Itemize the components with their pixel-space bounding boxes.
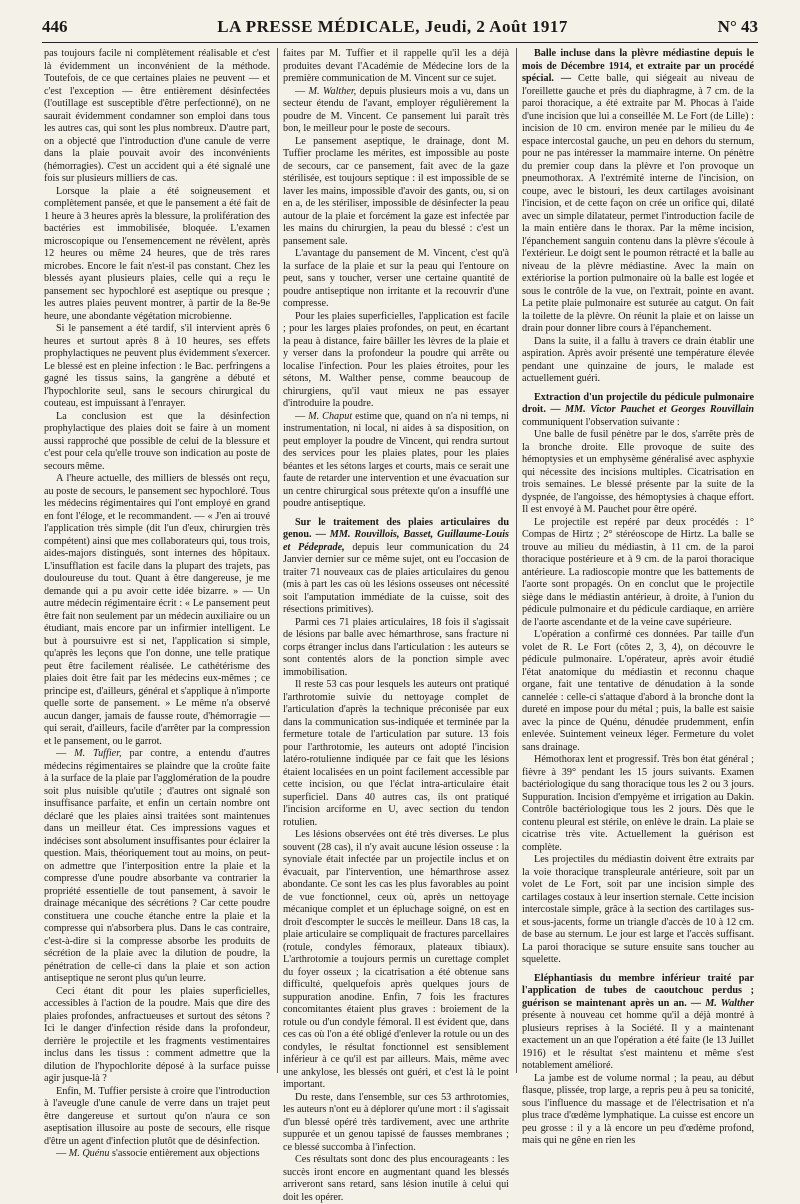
speaker-name: M. Chaput: [308, 410, 353, 422]
section-heading: [522, 48, 754, 336]
paragraph: L'opération a confirmé ces données. Par taille d'un volet de R. Le Fort (côtes 2, 3, 4), on découvre le pédicule pulmonaire. L'opérateur, après avoir étudié l'état anatomique du médiastin et reconnu chaque organe, fait une tentative de dénudation à la sonde cannelée : celle-ci s'attaque d'abord à la bronche dont la dureté en impose pour du métal ; puis, la balle est saisie avec la pince de Quénu, dénudée prudemment, enfin enlevée. Suintement veineux léger. Fermeture du volet sans drainage.: [522, 629, 754, 753]
paragraph: Dans la suite, il a fallu à travers ce drain établir une aspiration. Après avoir présenté une température élevée pendant une quinzaine de jours, le malade est actuellement guéri.: [522, 335, 754, 384]
section-title: Eléphantiasis du membre inférieur traité par l'application de tubes de caoutchouc perdus ; guérison se maintenant après un an. —: [522, 972, 754, 1009]
paragraph: — M. Tuffier, par contre, a entendu d'autres médecins régimentaires se plaindre que la croûte faite à la surface de la plaie par l'agglomération de la poudre soit plus nuisible qu'utile ; d'autres ont signalé son insuffisance parfaite, et enfin un certain nombre ont déclaré que les plaies ainsi traitées sont maintenues dans un meilleur état. Ces impressions vagues et indécises sont absolument insuffisantes pour éclairer la question. Mais, théoriquement tout au moins, on peut-on admettre que l'interposition entre la plaie et la compresse d'une poudre absorbante va contrarier la propriété essentielle de tout pansement, à savoir le drainage mécanique des sécrétions ? Car cette poudre constituera une couche étanche entre la plaie et la compresse qui n'absorbera plus. Dans le cas contraire, c'est-à-dire si la compresse absorbe les produits de sécrétion de la plaie avec la dilution de poudre, la pénétration de celle-ci dans la plaie et son action antiseptique ne seront plus qu'un leurre.: [44, 748, 271, 984]
paragraph: — M. Chaput estime que, quand on n'a ni temps, ni instrumentation, ni local, ni aides à sa disposition, on peut employer la poudre de Vincent, qui rendra surtout des services pour les plaies plates, pour les plaies béantes et les sétons larges et courts, mais ce serait une faute de retarder une intervention et une évacuation sur un centre chirurgical sous prétexte qu'on a insufflé une poudre antiseptique.: [283, 410, 509, 509]
paragraph: faites par M. Tuffier et il rappelle qu'il les a déjà produites devant l'Académie de Médecine lors de la première communication de M. Vincent sur ce sujet.: [283, 48, 509, 84]
authors: M. Walther: [705, 997, 754, 1009]
paragraph: Parmi ces 71 plaies articulaires, 18 fois il s'agissait de lésions par balle avec hémarthrose, sans fracture ni corps étranger inclus dans l'articulation : les auteurs se sont contentés alors de la ponction simple avec immobilisation.: [283, 616, 509, 678]
paragraph: Ceci étant dit pour les plaies superficielles, accessibles à l'action de la poudre. Mais que dire des plaies profondes, anfractueuses et surtout des sétons ? Ici le danger d'infection réside dans la profondeur, derrière le projectile et les fragments vestimentaires inclus dans les tissus : comment admettre que la dilution de l'hypochlorite déposé à la surface puisse agir jusque-là ?: [44, 985, 270, 1084]
column-3: [522, 48, 755, 1146]
paragraph: Les projectiles du médiastin doivent être extraits par la voie thoracique transpleurale antérieure, soit par un volet de Le Fort, soit par une incision simple des cartilages costaux à leur insertion sternale. Cette incision intercostale simple, grâce à la section des cartilages sus- et sous-jacents, forme un triangle d'accès de 10 à 12 cm. de base au sternum. Le jour est large et l'accès suffisant. La paroi thoracique se suture ensuite sans toucher au squelette.: [522, 854, 754, 965]
section-title: Balle incluse dans la plèvre médiastine depuis le mois de Décembre 1914, et extraite par un procédé spécial. —: [522, 48, 754, 84]
section-text: Cette balle, qui siégeait au niveau de l'oreillette gauche et près du diaphragme, à 7 cm. de la paroi thoracique, a été extraite par M. Phocas à l'aide d'une incision que lui a conseillée M. Le Fort (de Lille) : incision de 10 cm. environ menée par le milieu du 4e espace intercostal gauche, un peu en dehors du sternum, pour ne pas intéresser la mammaire interne. On pénètre du premier coup dans la plèvre et l'on provoque un pneumothorax. A l'extrémité interne de l'incision, on coupe, avec le bistouri, les deux cartilages avoisinant l'incision, et de cette façon on crée un orifice qui, dilaté avec un simple dilatateur, permet l'introduction facile de la main entière dans le thorax. Par la même incision, l'épanchement sanguin contenu dans la plèvre s'écoule à l'extérieur. Le doigt sent le poumon rétracté et la balle au niveau de la plèvre médiastine. Avec la main on extériorise la portion pulmonaire où la balle est logée et sous le contrôle de la vue, on l'extrait, pointe en avant. La petite plaie pulmonaire est suturée au catgut. On fait la toilette de la plèvre. On réunit la plaie et on laisse un drain pour donner libre cours à l'épanchement.: [522, 73, 754, 334]
paragraph-text: depuis plusieurs mois a vu, dans un secteur étendu de l'avant, employer régulièrement la poudre de M. Vincent. Ce pansement lui paraît très bon, le meilleur pour le poste de secours.: [283, 85, 510, 134]
section-heading: [522, 392, 754, 430]
paragraph: La conclusion est que la désinfection prophylactique des plaies doit se faire à un moment aussi rapproché que possible de celui de la blessure et c'est pour cela qu'elle trouve son indication au poste de secours même.: [44, 410, 270, 472]
speaker-name: M. Walther,: [308, 85, 357, 97]
section-text: depuis leur communication du 24 Janvier dernier sur ce même sujet, ont eu l'occasion de traiter 71 nouveaux cas de plaies articulaires du genou (mis à part les cas où les lésions osseuses ont nécessité soit l'amputation immédiate de la cuisse, soit des résections primitives).: [283, 541, 510, 615]
section-heading: [522, 973, 754, 1073]
page-header: [42, 14, 758, 40]
paragraph: Il reste 53 cas pour lesquels les auteurs ont pratiqué l'arthrotomie suivie du nettoyage complet de l'articulation d'après la technique préconisée par eux dans la communication sus-indiquée et terminée par la fermeture totale de l'articulation par suture. 13 fois pour l'arthrotomie, les auteurs ont adopté l'incision latéro-rotulienne indiquée par ce fait que les lésions étaient localisées en un point facilement accessible par cette incision, ou que l'éclat intra-articulaire était superficiel. Dans 40 autres cas, ils ont pratiqué l'incision arciforme en U, avec section du tendon rotulien.: [283, 679, 509, 828]
paragraph: pas toujours facile ni complètement réalisable et c'est là évidemment un inconvénient de la méthode. Toutefois, de ce que certaines plaies ne peuvent — et c'est l'exception — être entièrement désinfectées (l'outillage est susceptible d'être perfectionné), on ne saurait évidemment condamner son emploi dans tous les autres cas, qui sont les plus nombreux. D'autre part, on a objecté que l'introduction d'une canule de verre dans la plaie pouvait avoir des inconvénients (hémorragies). C'est un accident qui a été signalé une fois sur plusieurs milliers de cas.: [44, 48, 270, 184]
paragraph: Le pansement aseptique, le drainage, dont M. Tuffier proclame les mérites, est impossible au poste de secours, car ce pansement, fait avec de la gaze stérilisée, est toujours septique : il est impossible de se laver les mains, impossible d'avoir des gants, ou, si on en a, de les stériliser, impossible de désinfecter la peau autour de la plaie et forcément la gaze est infectée par les mains du chirurgien, la peau du blessé : c'est un pansement sale.: [283, 135, 509, 247]
section-text: présente à nouveau cet homme qu'il a déjà montré à plusieurs reprises à la Société. Il y a maintenant exactement un an que l'opération a été faite (le 13 Juillet 1916) et le résultat s'est maintenu et même s'est notablement amélioré.: [522, 1010, 754, 1071]
paragraph: Enfin, M. Tuffier persiste à croire que l'introduction à l'aveugle d'une canule de verre dans un trajet peut être dangereuse et surtout qu'on n'aura ce son aseptisation illusoire au poste de secours, elle risque d'être un agent d'infection plutôt que de désinfection.: [44, 1085, 270, 1147]
section-heading: [283, 517, 509, 617]
section-title: Sur le traitement des plaies articulaires du genou. —: [283, 516, 509, 540]
issue-number: N° 43: [717, 17, 758, 36]
header-rule: [42, 42, 758, 43]
paragraph-text: par contre, a entendu d'autres médecins régimentaires se plaindre que la croûte faite à la surface de la plaie par l'agglomération de la poudre soit plus nuisible qu'utile ; d'autres ont signalé son insuffisance parfaite, et enfin un certain nombre ont déclaré que les plaies ainsi traitées sont maintenues dans un meilleur état. Ces impressions vagues et indécises sont absolument insuffisantes pour éclairer la question. Mais, théoriquement tout au moins, on peut-on admettre que l'interposition entre la plaie et la compresse d'une poudre absorbante va contrarier la propriété essentielle de tout pansement, à savoir le drainage mécanique des sécrétions ? Car cette poudre constituera une couche étanche entre la plaie et la compresse qui n'absorbera plus. Dans le cas contraire, c'est-à-dire si la compresse absorbe les produits de sécrétion de la plaie avec la dilution de poudre, la pénétration de celle-ci dans la plaie et son action antiseptique ne seront plus qu'un leurre.: [44, 748, 271, 984]
journal-title: LA PRESSE MÉDICALE,: [217, 17, 420, 36]
paragraph: — M. Quénu s'associe entièrement aux objections: [56, 1148, 260, 1159]
column-divider: [277, 48, 278, 1073]
column-divider: [516, 48, 517, 1073]
section-text: communiquent l'observation suivante :: [522, 416, 680, 428]
journal-title-line: [217, 17, 568, 37]
paragraph: Du reste, dans l'ensemble, sur ces 53 arthrotomies, les auteurs n'ont eu à déplorer qu'une mort : il s'agissait d'un blessé opéré très tardivement, avec une arthrite suppurée et un genou tapissé de fausses membranes ; ce blessé succomba à l'infection.: [283, 1091, 509, 1153]
speaker-name: M. Quénu: [68, 1148, 110, 1159]
paragraph: L'avantage du pansement de M. Vincent, c'est qu'à la surface de la plaie et sur la peau qui l'entoure on peut, sans y toucher, verser une certaine quantité de poudre antiseptique non irritante et la recouvrir d'une compresse.: [283, 248, 509, 309]
paragraph: — M. Walther, depuis plusieurs mois a vu, dans un secteur étendu de l'avant, employer régulièrement la poudre de M. Vincent. Ce pansement lui paraît très bon, le meilleur pour le poste de secours.: [283, 85, 510, 134]
paragraph: Hémothorax lent et progressif. Très bon état général ; fièvre à 39° pendant les 15 jours suivants. Examen bactériologique du sang thoracique tous les 2 ou 3 jours. Suppuration. Incision d'empyème et irrigation au Dakin. Contrôle bactériologique tous les 2 jours. Dès que le contenu pleural est stérile, on enlève le drain. La plaie se cicatrise très vite. Actuellement la guérison est complète.: [522, 754, 754, 853]
section-title: Extraction d'un projectile du pédicule pulmonaire droit. —: [522, 391, 754, 415]
paragraph: Pour les plaies superficielles, l'application est facile ; pour les larges plaies profondes, on peut, en écartant la peau à distance, faire bâiller les lèvres de la plaie et y verser dans la profondeur la poudre qui arrête ou localise l'infection. Pour les plaies étroites, pour les sétons, M. Walther pense, comme beaucoup de chirurgiens, qu'il vaut mieux ne pas essayer d'introduire la poudre.: [283, 310, 509, 409]
paragraph-text: estime que, quand on n'a ni temps, ni instrumentation, ni local, ni aides à sa disposition, on peut employer la poudre de Vincent, qui rendra surtout des services pour les plaies plates, pour les plaies béantes et les sétons larges et courts, mais ce serait une faute de retarder une intervention et une évacuation sur un centre chirurgical sous prétexte qu'on a insufflé une poudre antiseptique.: [283, 410, 509, 509]
paragraph: Le projectile est repéré par deux procédés : 1° Compas de Hirtz ; 2° stéréoscope de Hirtz. La balle se trouve au milieu du médiastin, à 11 cm. de la paroi thoracique postérieure et à 9 cm. de la paroi thoracique antérieure. La radioscopie montre que les battements de l'aorte sont propagés. On en conclut que le projectile siège dans le médiastin antérieur, à droite, à l'union du pédicule pulmonaire et du pédicule cardiaque, en arrière de l'aorte ascendante et de la veine cave supérieure.: [522, 516, 754, 628]
paragraph: La jambe est de volume normal ; la peau, au début flasque, plissée, trop large, a repris peu à peu sa tonicité, sous l'influence du massage et de l'électrisation et n'a plus trace d'œdème lymphatique. La cuisse est encore un peu grosse : il y a là encore un peu d'œdème profond, mais qui ne gêne en rien les: [522, 1072, 754, 1146]
speaker-name: M. Tuffier,: [74, 748, 122, 759]
column-1: [44, 48, 271, 1159]
paragraph: Les lésions observées ont été très diverses. Le plus souvent (28 cas), il n'y avait aucune lésion osseuse : la synoviale était infectée par un projectile inclus et on évacuait, par l'intervention, une hémarthrose assez abondante. Ce sont les cas les plus favorables au point de vue fonctionnel, ceux où, après un nettoyage mécanique complet et un épluchage soigné, on est en droit d'escompter le succès le meilleur. Dans 18 cas, la plaie articulaire se compliquait de fractures parcellaires (rotule, condyles fémoraux, plateaux tibiaux). L'arthrotomie a toujours permis un curettage complet du foyer osseux ; la cicatrisation a été obtenue sans difficulté, quelquefois après quelques jours de suppuration anodine. Enfin, 7 fois les fractures concomitantes étaient plus graves : broiement de la rotule ou d'un condyle fémoral. Il est évident que, dans ces cas où l'on a été obligé d'enlever la rotule ou un des condyles, le résultat fonctionnel est sensiblement inférieur à ce qu'il est par ailleurs. Mais, même avec une ankylose, les blessés ont guéri, et c'est là le point important.: [283, 829, 509, 1090]
paragraph-text: s'associe entièrement aux objections: [112, 1148, 260, 1159]
issue-date: Jeudi, 2 Août 1917: [424, 17, 568, 36]
paragraph: Une balle de fusil pénètre par le dos, s'arrête près de la bronche droite. Elle provoque de suite des hémoptysies et un emphysème généralisé avec asphyxie qui nécessite des incisions multiples. Cicatrisation en trois semaines. Le blessé présente par la suite de la dyspnée, de l'angoisse, des hémoptysies à chaque effort. Il est envoyé à M. Pauchet pour être opéré.: [522, 429, 754, 515]
authors: MM. Victor Pauchet et Georges Rouvillain: [565, 404, 755, 415]
paragraph: Si le pansement a été tardif, s'il intervient après 6 heures et surtout après 8 à 10 heures, ses effets prophylactiques ne peuvent plus évidemment s'exercer. Le blessé est en pleine infection : le Bac. perfringens a gagné les tissus sains, la gangrène a débuté et l'hypochlorite seul, sans le secours chirurgical du couteau, est impuissant à l'enrayer.: [44, 323, 270, 409]
authors: MM. Rouvillois, Basset, Guillaume-Louis et Pédeprade,: [283, 529, 510, 553]
column-2: [283, 48, 510, 1203]
paragraph: Lorsque la plaie a été soigneusement et complètement pansée, et que le pansement a été fait de 1 heure à 3 heures après la blessure, la prolifération des bactéries est immobilisée, bloquée. L'examen microscopique ou l'ensemencement ne révèlent, après 12 heures ou même 24 heures, que de très rares microbes. Encore le fait n'est-il pas constant. Chez les blessés ayant plusieurs plaies, celle qui a reçu le pansement sec hypochloré est aseptique ou presque ; les autres plaies peuvent montrer, à partir de la 8e-9e heure, une abondante végétation microbienne.: [44, 185, 271, 322]
paragraph: A l'heure actuelle, des milliers de blessés ont reçu, au poste de secours, le pansement sec hypochloré. Tous les médecins régimentaires qui l'ont employé en grand en font l'éloge, et le recommandent. — « J'en ai trouvé l'application très simple (dit l'un d'eux, chirurgien très compétent) ainsi que mes collaborateurs qui, tous trois, aides-majors distingués, sont internes des hôpitaux. L'insufflation est facile dans la plupart des trajets, pas douloureuse du tout. Quant à être dangereuse, je me demande qui a pu avoir cette idée bizarre. » — Un autre médecin régimentaire écrit : « Le pansement peut être fait non seulement par un médecin auxiliaire ou un étudiant, mais encore par un infirmier intelligent. Le but à poursuivre est si net, l'application si simple, qu'après les leçons que l'on donne, une telle pratique peut être facilement réalisée. Le cathétérisme des plaies doit être fait par les médecins eux-mêmes ; ce principe est, d'ailleurs, général et s'applique à n'importe quelle sorte de pansement. » Le même n'a observé aucun danger, jamais de fausse route, d'hémorragie — qui serait, d'ailleurs, facile d'arrêter par la compression et le pansement, ou le garrot.: [44, 473, 270, 747]
page-number: 446: [42, 17, 68, 36]
paragraph: Ces résultats sont donc des plus encourageants : les succès iront encore en augmentant quand les blessés arriveront sans retard, sans lésion inutile à celui qui doit les opérer.: [283, 1154, 509, 1203]
